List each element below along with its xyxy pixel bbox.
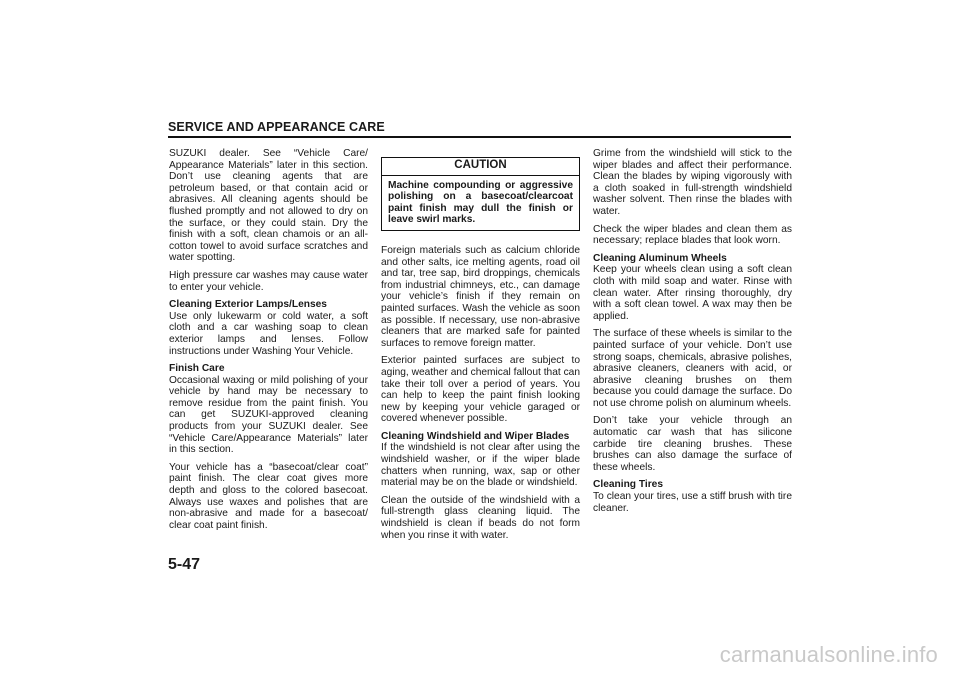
section-heading: Finish Care bbox=[169, 363, 225, 375]
section-heading: Cleaning Windshield and Wiper Blades bbox=[381, 430, 570, 442]
caution-box bbox=[381, 157, 580, 231]
column-3 bbox=[593, 148, 792, 520]
section-body: Occasional waxing or mild polishing of your vehicle by hand may be necessary to remove residue from the paint finish. You can get SUZUKI-approved cleaning products from your SUZUKI dealer. See “Vehicle Care/Appearance Materials” later in this section. bbox=[169, 374, 368, 456]
paragraph: Exterior painted surfaces are subject to aging, weather and chemical fallout that can take their toll over a period of years. You can help to keep the paint finish looking new by keeping your vehicle garaged or covered whenever possible. bbox=[381, 355, 580, 425]
section-heading: Cleaning Aluminum Wheels bbox=[593, 252, 727, 264]
section-aluminum-wheels bbox=[593, 253, 792, 323]
section-body: If the windshield is not clear after using the windshield washer, or if the wiper blade chatters when running, wax, sap or other material may be on the blade or windshield. bbox=[381, 442, 580, 489]
paragraph: The surface of these wheels is similar to the painted surface of your vehicle. Don’t use strong soaps, chemicals, abrasive polishes, abrasive cleaners, cleaners with acid, or abrasive cleaning brushes on them because you could damage the surface. Do not use chrome polish on aluminum wheels. bbox=[593, 328, 792, 409]
caution-body: Machine compounding or aggressive polishing on a basecoat/clearcoat paint finish may dull the finish or leave swirl marks. bbox=[388, 179, 573, 226]
column-1 bbox=[169, 148, 368, 537]
paragraph: SUZUKI dealer. See “Vehicle Care/ Appearance Materials” later in this section. Don’t use cleaning agents that are petroleum based, or that contain acid or abrasives. All cleaning agents should be flushed promptly and not allowed to dry on the surface, or they could stain. Dry the finish with a soft, clean chamois or an all-cotton towel to avoid surface scratches and water spotting. bbox=[169, 148, 368, 264]
column-2 bbox=[381, 148, 580, 547]
section-heading: Cleaning Tires bbox=[593, 479, 664, 491]
paragraph: Your vehicle has a “basecoat/clear coat” paint finish. The clear coat gives more depth and gloss to the colored basecoat. Always use waxes and polishes that are non-abrasive and made for a basecoat/ clear coat paint finish. bbox=[169, 461, 368, 531]
caution-title: CAUTION bbox=[382, 158, 579, 176]
section-body: Use only lukewarm or cold water, a soft cloth and a car washing soap to clean exterior lamps and lenses. Follow instructions under Washing Your Vehicle. bbox=[169, 310, 368, 357]
paragraph: Foreign materials such as calcium chloride and other salts, ice melting agents, road oil and tar, tree sap, bird droppings, chemicals from industrial chimneys, etc., can damage your vehicle’s finish if they remain on painted surfaces. Wash the vehicle as soon as possible. If necessary, use non-abrasive cleaners that are marked safe for painted surfaces to remove foreign matter. bbox=[381, 244, 580, 349]
section-finish-care bbox=[169, 363, 368, 456]
section-body: Keep your wheels clean using a soft clean cloth with mild soap and water. Rinse with clean water. After rinsing thoroughly, dry with a soft clean towel. A wax may then be applied. bbox=[593, 264, 792, 322]
paragraph: High pressure car washes may cause water to enter your vehicle. bbox=[169, 269, 368, 293]
header-rule bbox=[168, 136, 791, 138]
section-tires bbox=[593, 479, 792, 514]
section-header: SERVICE AND APPEARANCE CARE bbox=[168, 120, 385, 134]
section-windshield bbox=[381, 431, 580, 489]
section-heading: Cleaning Exterior Lamps/Lenses bbox=[169, 299, 327, 311]
paragraph: Check the wiper blades and clean them as necessary; replace blades that look worn. bbox=[593, 223, 792, 247]
section-body: To clean your tires, use a stiff brush with tire cleaner. bbox=[593, 491, 792, 514]
section-lamps bbox=[169, 299, 368, 357]
paragraph: Grime from the windshield will stick to the wiper blades and affect their performance. Clean the blades by wiping vigorously with a cloth soaked in full-strength windshield washer solvent. Then rinse the blades with water. bbox=[593, 148, 792, 217]
paragraph: Don’t take your vehicle through an automatic car wash that has silicone carbide tire cleaning brushes. These brushes can also damage the surface of these wheels. bbox=[593, 415, 792, 473]
paragraph: Clean the outside of the windshield with a full-strength glass cleaning liquid. The windshield is clean if beads do not form when you rinse it with water. bbox=[381, 494, 580, 541]
page-number: 5-47 bbox=[168, 556, 201, 573]
watermark: carmanualsonline.info bbox=[719, 642, 938, 667]
